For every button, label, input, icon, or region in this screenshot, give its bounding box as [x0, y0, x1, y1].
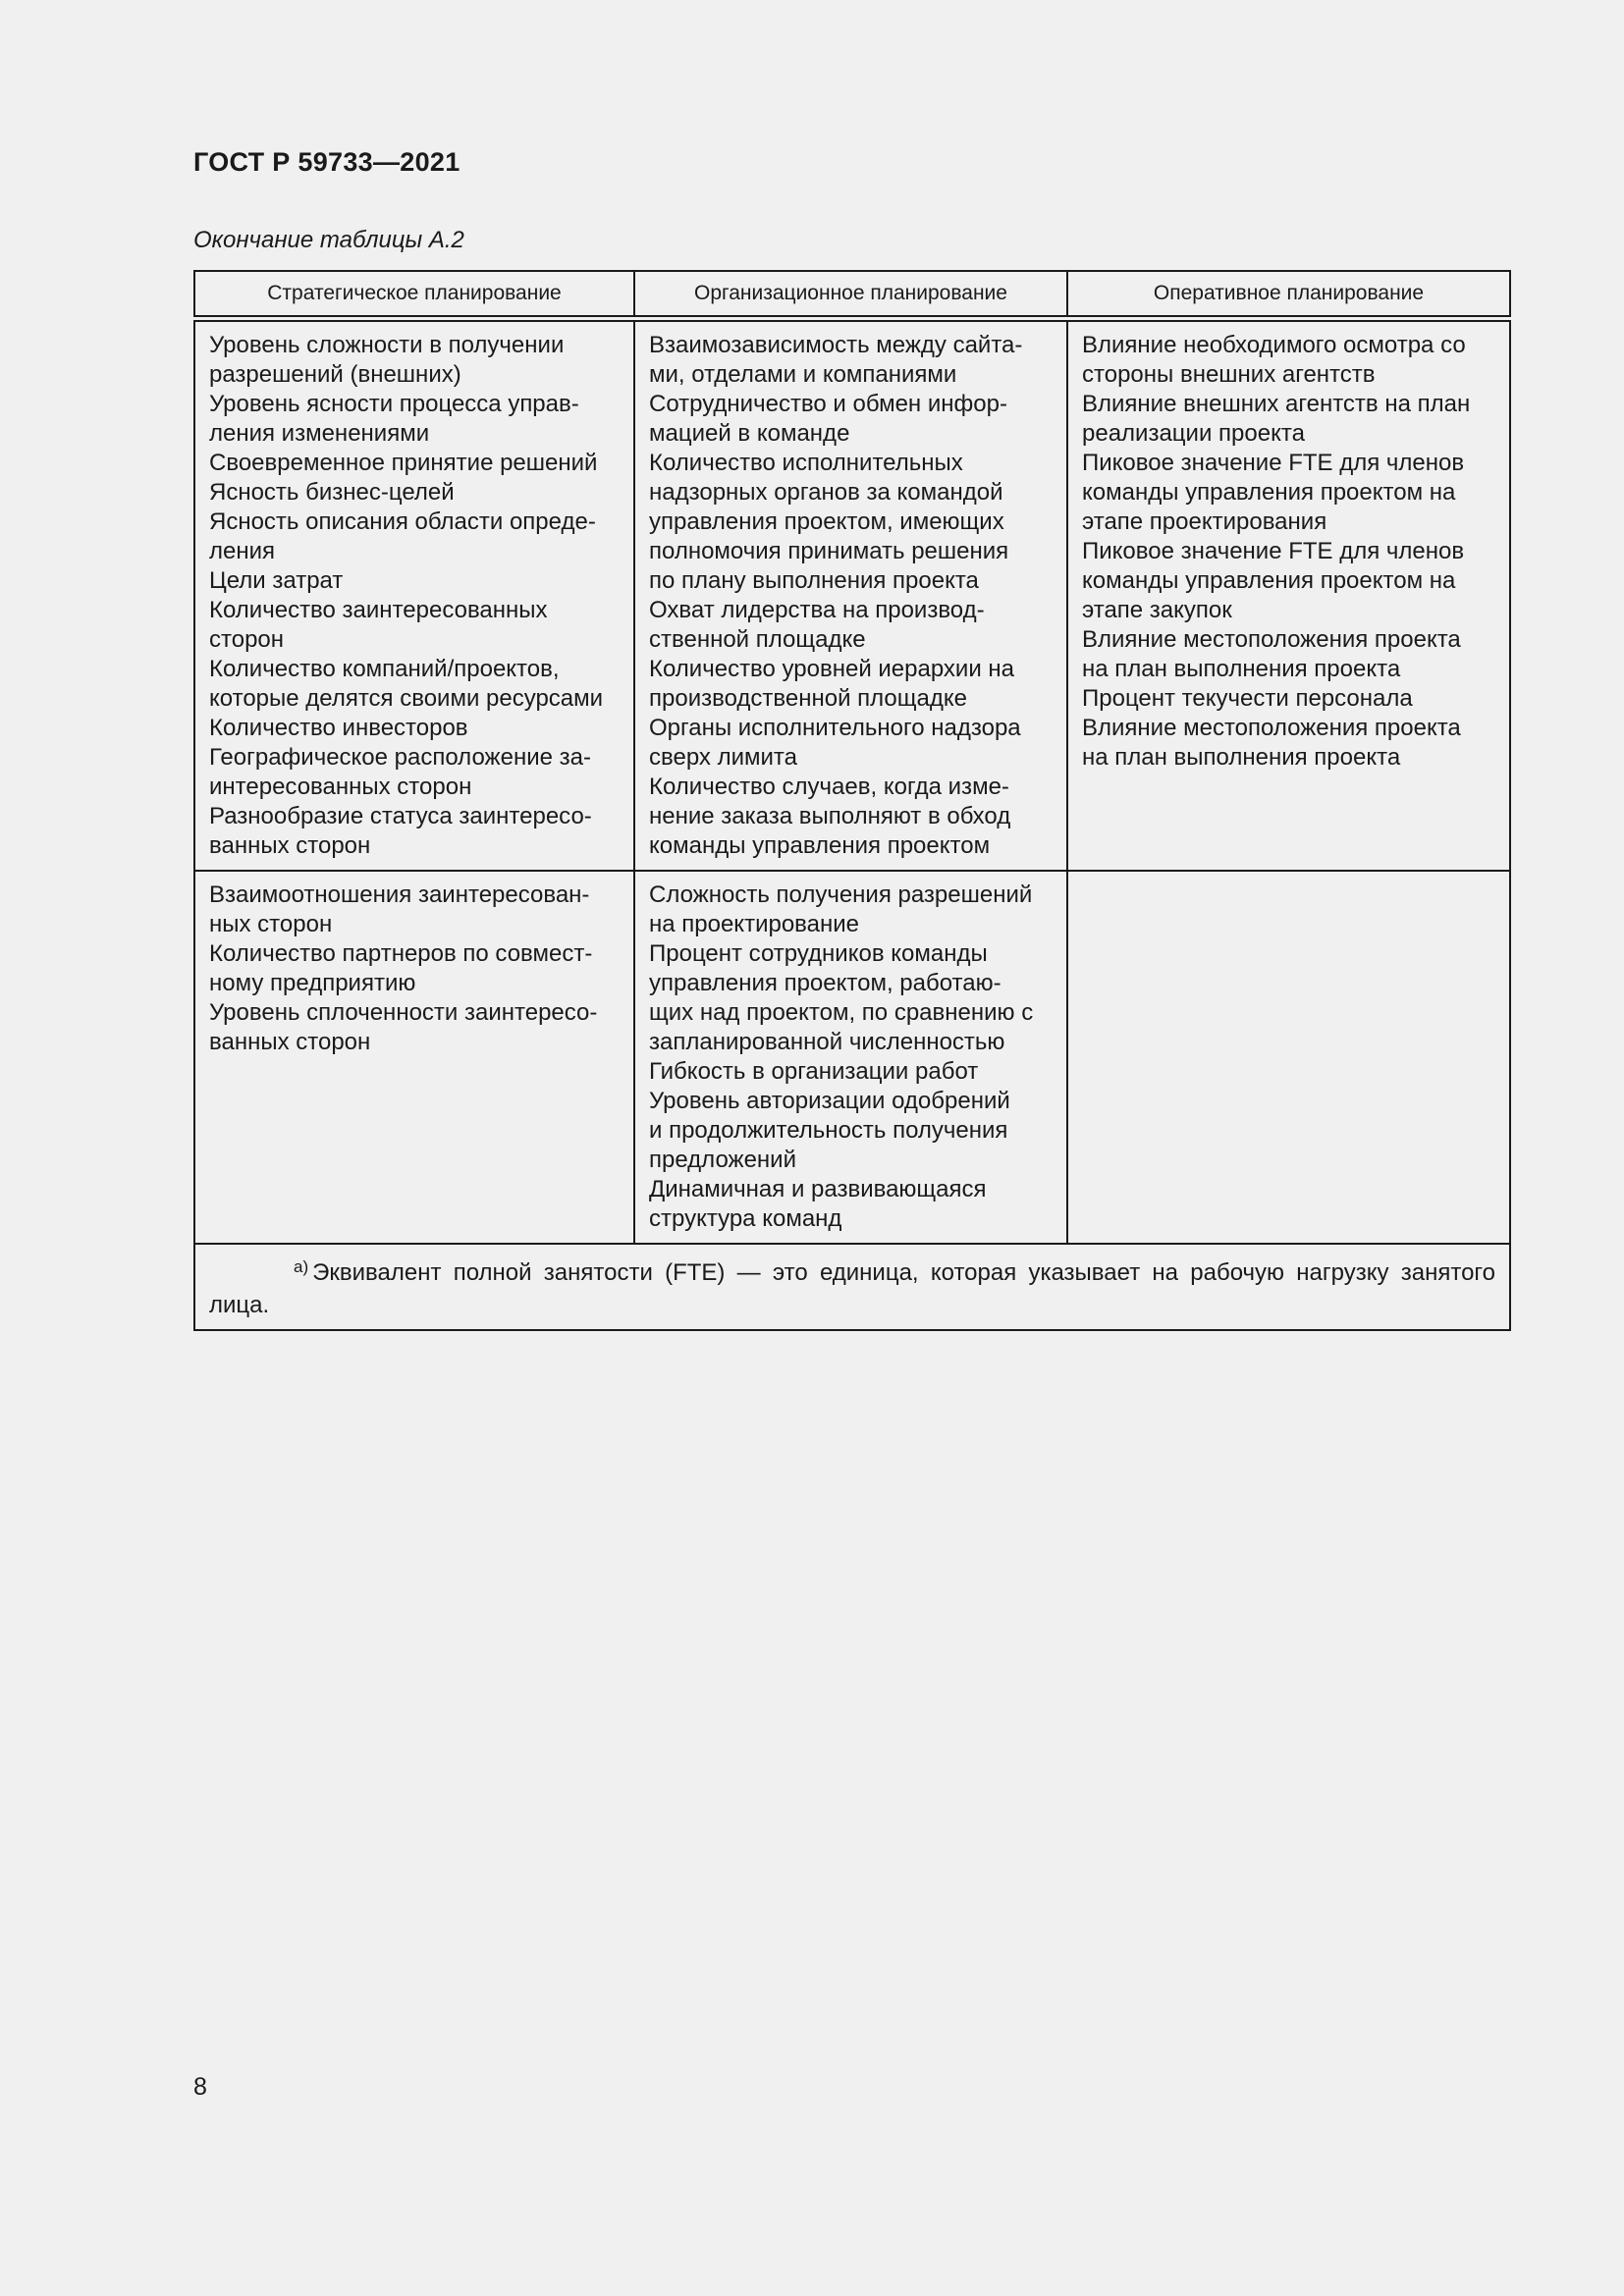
- cell-text-line: Сложность получения разрешений: [649, 881, 1033, 908]
- cell-text-line: Динамичная и развивающаяся: [649, 1175, 987, 1202]
- cell-text-line: Влияние необходимого осмотра со: [1082, 332, 1466, 358]
- cell-text-line: предложений: [649, 1146, 796, 1173]
- cell-text-line: команды управления проектом: [649, 832, 991, 859]
- cell-text-line: Количество уровней иерархии на: [649, 656, 1015, 682]
- cell-text-line: интересованных сторон: [209, 774, 472, 800]
- cell-text-line: управления проектом, имеющих: [649, 508, 1004, 535]
- footnote-row: [194, 1244, 1510, 1330]
- cell-text-line: ному предприятию: [209, 969, 416, 996]
- cell-text-line: Влияние внешних агентств на план: [1082, 391, 1471, 417]
- cell-organizational: [634, 319, 1067, 871]
- cell-text-line: Уровень авторизации одобрений: [649, 1087, 1010, 1114]
- footnote-cell: [194, 1244, 1510, 1330]
- cell-text-line: сверх лимита: [649, 744, 797, 771]
- cell-text-line: ственной площадке: [649, 626, 866, 653]
- cell-text-line: Взаимозависимость между сайта-: [649, 332, 1023, 358]
- cell-operational: [1067, 871, 1510, 1244]
- cell-text-line: Пиковое значение FTE для членов: [1082, 450, 1465, 476]
- cell-text-line: Влияние местоположения проекта: [1082, 626, 1461, 653]
- cell-text-line: команды управления проектом на: [1082, 479, 1456, 506]
- cell-text-line: Ясность бизнес-целей: [209, 479, 455, 506]
- cell-text-line: этапе закупок: [1082, 597, 1232, 623]
- cell-text-line: Количество заинтересованных: [209, 597, 548, 623]
- cell-text-line: ванных сторон: [209, 832, 371, 859]
- cell-text-line: на проектирование: [649, 910, 860, 937]
- column-header-organizational: Организационное планирование: [634, 271, 1067, 319]
- cell-text-line: Уровень сложности в получении: [209, 332, 565, 358]
- column-header-strategic: Стратегическое планирование: [194, 271, 634, 319]
- cell-text-line: Количество случаев, когда изме-: [649, 774, 1009, 800]
- cell-text-line: управления проектом, работаю-: [649, 969, 1001, 996]
- cell-text-line: разрешений (внешних): [209, 361, 461, 388]
- cell-text-line: на план выполнения проекта: [1082, 744, 1401, 771]
- cell-text-line: Сотрудничество и обмен инфор-: [649, 391, 1007, 417]
- cell-text-line: которые делятся своими ресурсами: [209, 685, 604, 712]
- cell-operational: [1067, 319, 1510, 871]
- table-header-row: [194, 271, 1510, 319]
- cell-text-line: Влияние местоположения проекта: [1082, 715, 1461, 741]
- cell-text-line: щих над проектом, по сравнению с: [649, 998, 1034, 1026]
- table-row: [194, 319, 1510, 871]
- cell-text-line: структура команд: [649, 1204, 842, 1232]
- footnote-text: Эквивалент полной занятости (FTE) — это единица, которая указывает на рабочую нагрузку занятого лица.: [209, 1258, 1495, 1318]
- cell-text-line: полномочия принимать решения: [649, 538, 1009, 564]
- cell-text-line: Процент сотрудников команды: [649, 939, 988, 967]
- cell-text-line: запланированной численностью: [649, 1028, 1005, 1055]
- cell-text-line: этапе проектирования: [1082, 508, 1327, 535]
- cell-text-line: Количество инвесторов: [209, 715, 468, 741]
- cell-text-line: производственной площадке: [649, 685, 967, 712]
- cell-text-line: Разнообразие статуса заинтересо-: [209, 803, 592, 829]
- cell-text-line: Уровень ясности процесса управ-: [209, 391, 579, 417]
- cell-text-line: ления: [209, 538, 276, 564]
- table-row: [194, 871, 1510, 1244]
- cell-text-line: ных сторон: [209, 910, 333, 937]
- cell-text-line: ми, отделами и компаниями: [649, 361, 957, 388]
- cell-text-line: мацией в команде: [649, 420, 850, 447]
- cell-text-line: Своевременное принятие решений: [209, 450, 598, 476]
- footnote-mark: а): [294, 1256, 309, 1276]
- cell-text-line: ления изменениями: [209, 420, 430, 447]
- cell-text-line: Пиковое значение FTE для членов: [1082, 538, 1465, 564]
- cell-text-line: Количество компаний/проектов,: [209, 656, 560, 682]
- cell-text-line: Ясность описания области опреде-: [209, 508, 596, 535]
- cell-text-line: нение заказа выполняют в обход: [649, 803, 1011, 829]
- cell-text-line: Географическое расположение за-: [209, 744, 591, 771]
- cell-text-line: Органы исполнительного надзора: [649, 715, 1021, 741]
- cell-strategic: [194, 871, 634, 1244]
- cell-strategic: [194, 319, 634, 871]
- cell-text-line: Количество партнеров по совмест-: [209, 939, 593, 967]
- planning-factors-table: [193, 270, 1511, 1331]
- cell-text-line: сторон: [209, 626, 285, 653]
- cell-text-line: Взаимоотношения заинтересован-: [209, 881, 590, 908]
- cell-text-line: Количество исполнительных: [649, 450, 963, 476]
- page-number: 8: [193, 2073, 207, 2101]
- cell-text-line: реализации проекта: [1082, 420, 1305, 447]
- cell-text-line: ванных сторон: [209, 1028, 371, 1055]
- cell-text-line: по плану выполнения проекта: [649, 567, 979, 594]
- cell-text-line: и продолжительность получения: [649, 1116, 1008, 1144]
- cell-text-line: Цели затрат: [209, 567, 344, 594]
- cell-organizational: [634, 871, 1067, 1244]
- table-caption: Окончание таблицы А.2: [193, 227, 464, 253]
- cell-text-line: Гибкость в организации работ: [649, 1057, 979, 1085]
- cell-text-line: на план выполнения проекта: [1082, 656, 1401, 682]
- cell-text-line: Уровень сплоченности заинтересо-: [209, 998, 598, 1026]
- cell-text-line: стороны внешних агентств: [1082, 361, 1376, 388]
- cell-text-line: надзорных органов за командой: [649, 479, 1003, 506]
- column-header-operational: Оперативное планирование: [1067, 271, 1510, 319]
- cell-text-line: команды управления проектом на: [1082, 567, 1456, 594]
- cell-text-line: Охват лидерства на производ-: [649, 597, 985, 623]
- cell-text-line: Процент текучести персонала: [1082, 685, 1413, 712]
- document-header: ГОСТ Р 59733—2021: [193, 147, 460, 177]
